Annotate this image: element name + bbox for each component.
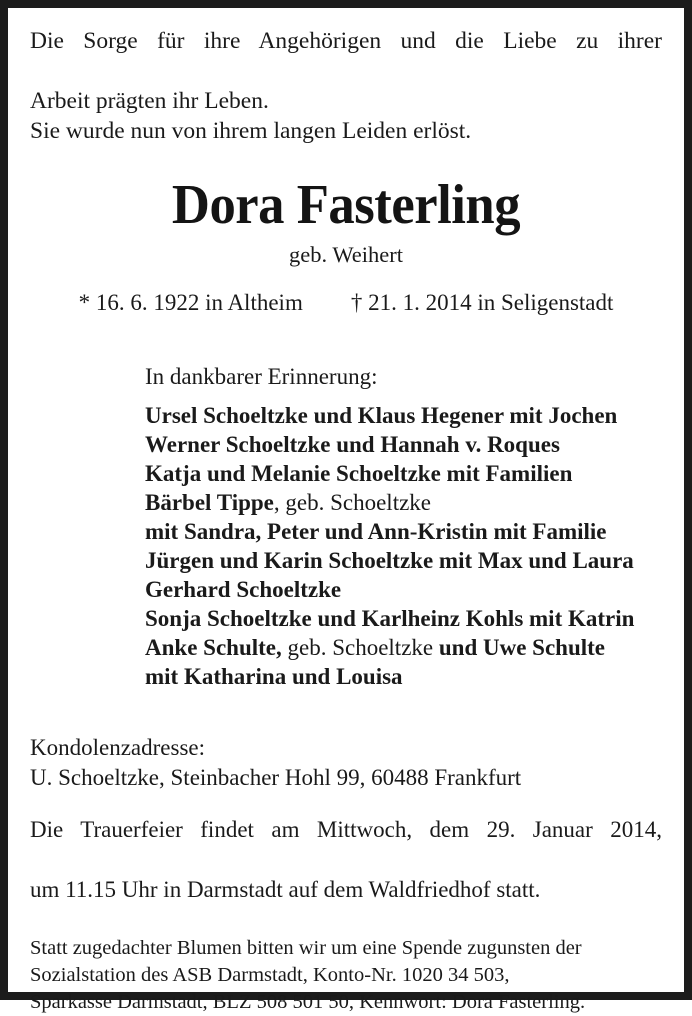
mourner-name-regular: , geb. Schoeltzke [273,490,432,515]
mourner-line [145,604,662,633]
donation-note [30,935,662,1016]
mourner-name-bold: mit Katharina und Louisa [145,664,403,689]
mourner-line [145,459,662,488]
mourner-name-bold: mit Sandra, Peter und Ann-Kristin mit Familie [145,519,607,544]
mourner-line [145,575,662,604]
mourner-name-bold: Bärbel Tippe [145,490,274,515]
mourner-line [145,633,662,662]
death-date: † 21. 1. 2014 in Seligenstadt [350,290,614,315]
ceremony-details [30,815,662,905]
mourner-line [145,662,662,691]
mourner-name-bold-tail: und Uwe Schulte [438,635,606,660]
donation-line: Sparkasse Darmstadt, BLZ 508 501 50, Kennwort: Dora Fasterling. [30,991,586,1013]
mourner-line [145,401,662,430]
life-dates [30,288,662,318]
maiden-name: geb. Weihert [289,242,403,267]
mourner-name-bold: Katja und Melanie Schoeltzke mit Familien [145,461,573,486]
intro-line: Die Sorge für ihre Angehörigen und die Liebe zu ihrer [30,28,662,54]
mourner-name-bold: Werner Schoeltzke und Hannah v. Roques [145,432,560,457]
mourner-name-bold: Gerhard Schoeltzke [145,577,342,602]
mourner-line [145,430,662,459]
condolence-address: U. Schoeltzke, Steinbacher Hohl 99, 60488 Frankfurt [30,765,522,790]
mourner-name-regular: geb. Schoeltzke [281,635,439,660]
mourner-line [145,517,662,546]
intro-text [30,26,662,146]
mourner-name-bold: Jürgen und Karin Schoeltzke mit Max und Laura [145,548,634,573]
intro-line: Sie wurde nun von ihrem langen Leiden erlöst. [30,118,472,144]
mourner-line [145,546,662,575]
mourners-block [30,362,662,691]
mourner-line [145,488,662,517]
donation-line: Statt zugedachter Blumen bitten wir um eine Spende zugunsten der [30,937,582,959]
deceased-name: Dora Fasterling [171,174,521,236]
mourners-heading: In dankbarer Erinnerung: [145,364,378,389]
condolence-label: Kondolenzadresse: [30,735,205,760]
birth-date: * 16. 6. 1922 in Altheim [78,290,303,315]
intro-line: Arbeit prägten ihr Leben. [30,88,269,114]
name-block [30,174,662,270]
condolence-block [30,733,662,793]
ceremony-line: um 11.15 Uhr in Darmstadt auf dem Waldfriedhof statt. [30,877,541,902]
donation-line: Sozialstation des ASB Darmstadt, Konto-Nr. 1020 34 503, [30,964,510,986]
ceremony-line: Die Trauerfeier findet am Mittwoch, dem 29. Januar 2014, [30,817,662,842]
obituary-notice-body [8,8,684,1013]
mourner-name-bold: Ursel Schoeltzke und Klaus Hegener mit Jochen [145,403,618,428]
mourner-name-bold: Sonja Schoeltzke und Karlheinz Kohls mit Katrin [145,606,635,631]
mourner-name-bold: Anke Schulte, [145,635,282,660]
